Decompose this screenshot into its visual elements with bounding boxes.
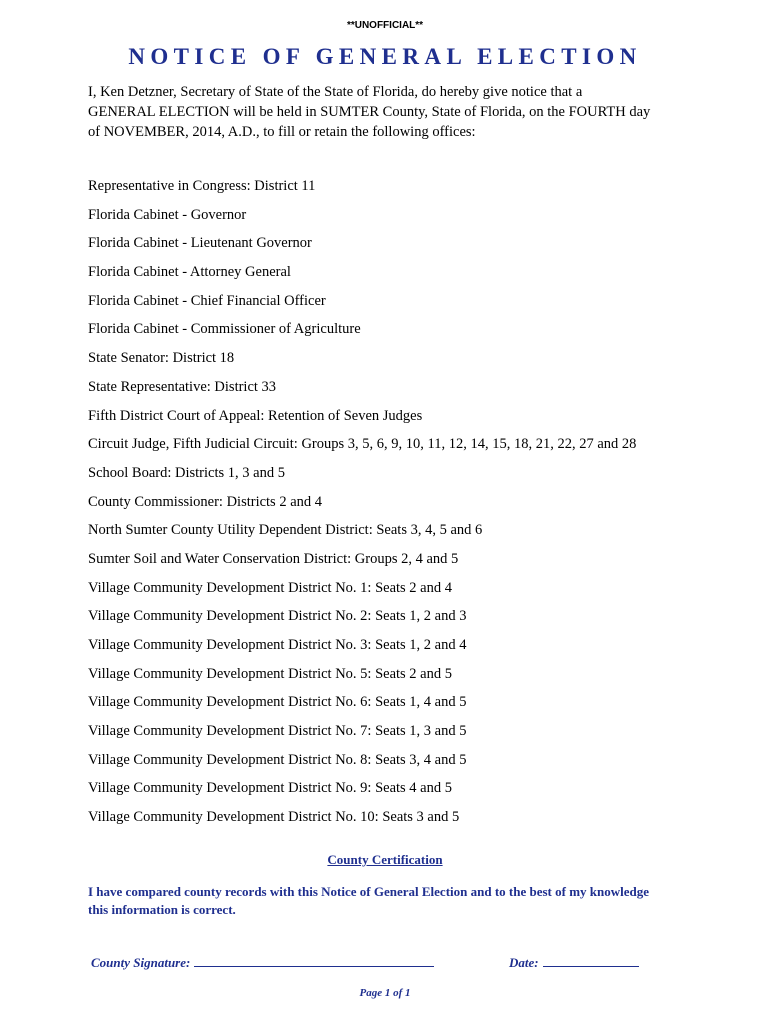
intro-line: GENERAL ELECTION will be held in SUMTER County, State of Florida, on the FOURTH day (88, 104, 651, 120)
office-item: Village Community Development District No. 10: Seats 3 and 5 (88, 809, 460, 826)
office-item: Village Community Development District No. 1: Seats 2 and 4 (88, 579, 452, 596)
office-item: Village Community Development District No. 3: Seats 1, 2 and 4 (88, 637, 467, 653)
intro-line: of NOVEMBER, 2014, A.D., to fill or retain the following offices: (88, 124, 476, 140)
intro-paragraph (88, 82, 698, 142)
office-item: County Commissioner: Districts 2 and 4 (88, 493, 323, 510)
certification-line: this information is correct. (88, 902, 236, 917)
office-item: Florida Cabinet - Commissioner of Agriculture (88, 321, 361, 338)
office-item: Village Community Development District No. 2: Seats 1, 2 and 3 (88, 608, 467, 625)
signature-label: County Signature: (91, 955, 191, 970)
certification-heading: County Certification (327, 852, 443, 867)
office-item: Fifth District Court of Appeal: Retention of Seven Judges (88, 407, 423, 424)
office-item: Village Community Development District No. 5: Seats 2 and 5 (88, 665, 452, 682)
date-line[interactable] (543, 954, 639, 967)
office-item: Village Community Development District No. 8: Seats 3, 4 and 5 (88, 751, 467, 768)
county-signature-field (91, 954, 434, 971)
office-item: State Representative: District 33 (88, 378, 277, 395)
office-item: North Sumter County Utility Dependent District: Seats 3, 4, 5 and 6 (88, 522, 483, 539)
offices-list (88, 176, 728, 836)
office-item: Village Community Development District No. 9: Seats 4 and 5 (88, 780, 452, 797)
office-item: Sumter Soil and Water Conservation District: Groups 2, 4 and 5 (88, 550, 459, 567)
office-item: Circuit Judge, Fifth Judicial Circuit: Groups 3, 5, 6, 9, 10, 11, 12, 14, 15, 18, 21, 22, 27 and 28 (88, 436, 637, 453)
office-item: Village Community Development District No. 6: Seats 1, 4 and 5 (88, 694, 467, 711)
office-item: School Board: Districts 1, 3 and 5 (88, 464, 285, 481)
office-item: State Senator: District 18 (88, 350, 235, 367)
signature-line[interactable] (194, 954, 434, 967)
office-item: Village Community Development District No. 7: Seats 1, 3 and 5 (88, 723, 467, 740)
certification-statement (88, 883, 708, 919)
intro-line: I, Ken Detzner, Secretary of State of the State of Florida, do hereby give notice that a (88, 84, 583, 100)
office-item: Florida Cabinet - Lieutenant Governor (88, 235, 312, 252)
date-label: Date: (509, 955, 539, 970)
document-title: NOTICE OF GENERAL ELECTION (128, 44, 642, 69)
date-field (509, 954, 639, 971)
office-item: Representative in Congress: District 11 (88, 178, 316, 194)
certification-line: I have compared county records with this Notice of General Election and to the best of my knowledge (88, 884, 650, 899)
office-item: Florida Cabinet - Governor (88, 206, 247, 223)
page-number: Page 1 of 1 (359, 987, 411, 999)
office-item: Florida Cabinet - Chief Financial Officer (88, 292, 326, 309)
unofficial-watermark: **UNOFFICIAL** (346, 20, 424, 31)
office-item: Florida Cabinet - Attorney General (88, 264, 291, 281)
